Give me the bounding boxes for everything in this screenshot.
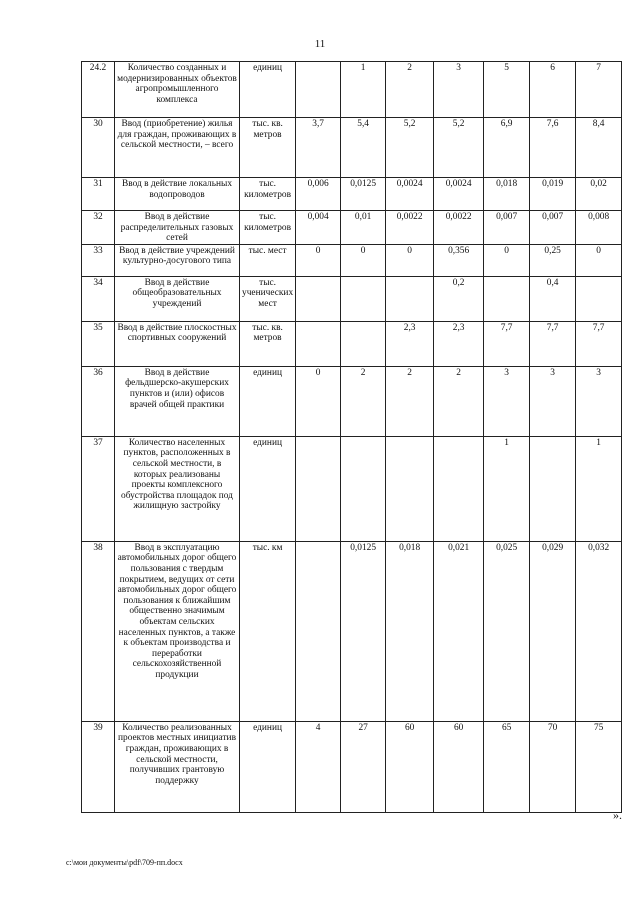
unit-cell: тыс. кв. метров	[240, 118, 296, 178]
value-cell: 5,4	[341, 118, 386, 178]
value-cell: 7,7	[576, 321, 622, 366]
value-cell: 0,018	[386, 541, 434, 721]
row-number-cell: 33	[82, 244, 115, 276]
table-row	[82, 276, 622, 321]
value-cell: 0	[484, 244, 530, 276]
value-cell: 7,6	[530, 118, 576, 178]
indicator-name-cell: Количество созданных и модернизированных объектов агропромышленного комплекса	[115, 62, 240, 118]
value-cell: 0	[576, 244, 622, 276]
unit-cell: тыс. кв. метров	[240, 321, 296, 366]
value-cell: 3,7	[296, 118, 341, 178]
row-number-cell: 37	[82, 436, 115, 541]
value-cell: 4	[296, 721, 341, 812]
value-cell: 0,0125	[341, 541, 386, 721]
value-cell	[576, 276, 622, 321]
table-row	[82, 721, 622, 812]
indicators-table	[81, 61, 622, 813]
value-cell: 60	[386, 721, 434, 812]
value-cell: 5,2	[434, 118, 484, 178]
value-cell: 0,021	[434, 541, 484, 721]
value-cell	[341, 276, 386, 321]
unit-cell: тыс. мест	[240, 244, 296, 276]
value-cell: 2,3	[434, 321, 484, 366]
value-cell	[296, 541, 341, 721]
value-cell: 6	[530, 62, 576, 118]
value-cell: 0,019	[530, 178, 576, 211]
value-cell: 0,032	[576, 541, 622, 721]
value-cell: 0,02	[576, 178, 622, 211]
value-cell	[341, 321, 386, 366]
value-cell: 1	[576, 436, 622, 541]
value-cell: 0,018	[484, 178, 530, 211]
value-cell: 3	[576, 366, 622, 436]
value-cell: 0,01	[341, 211, 386, 245]
table-row	[82, 366, 622, 436]
indicator-name-cell: Ввод в действие учреждений культурно-досугового типа	[115, 244, 240, 276]
indicator-name-cell: Количество населенных пунктов, расположенных в сельской местности, в которых реализованы проекты комплексного обустройства площадок под жилищную застройку	[115, 436, 240, 541]
value-cell: 0,007	[530, 211, 576, 245]
table-row	[82, 178, 622, 211]
row-number-cell: 38	[82, 541, 115, 721]
value-cell: 5,2	[386, 118, 434, 178]
table-row	[82, 436, 622, 541]
unit-cell: единиц	[240, 436, 296, 541]
value-cell: 0,25	[530, 244, 576, 276]
row-number-cell: 39	[82, 721, 115, 812]
value-cell	[296, 321, 341, 366]
row-number-cell: 31	[82, 178, 115, 211]
value-cell: 2	[386, 366, 434, 436]
row-number-cell: 35	[82, 321, 115, 366]
value-cell: 6,9	[484, 118, 530, 178]
table-row	[82, 118, 622, 178]
value-cell	[484, 276, 530, 321]
unit-cell: тыс. ученических мест	[240, 276, 296, 321]
value-cell: 1	[341, 62, 386, 118]
indicator-name-cell: Ввод в эксплуатацию автомобильных дорог общего пользования с твердым покрытием, ведущих от сети автомобильных дорог общего пользования к ближайшим общественно значимым объектам сельских населенных пунктов, а также к объектам производства и переработки сельскохозяйственной продукции	[115, 541, 240, 721]
value-cell: 2	[386, 62, 434, 118]
value-cell: 0,008	[576, 211, 622, 245]
value-cell	[434, 436, 484, 541]
value-cell: 0,356	[434, 244, 484, 276]
unit-cell: единиц	[240, 62, 296, 118]
row-number-cell: 36	[82, 366, 115, 436]
table-row	[82, 62, 622, 118]
value-cell	[341, 436, 386, 541]
indicator-name-cell: Количество реализованных проектов местных инициатив граждан, проживающих в сельской местности, получивших грантовую поддержку	[115, 721, 240, 812]
indicator-name-cell: Ввод в действие фельдшерско-акушерских пунктов и (или) офисов врачей общей практики	[115, 366, 240, 436]
value-cell: 0,0125	[341, 178, 386, 211]
unit-cell: единиц	[240, 366, 296, 436]
value-cell: 8,4	[576, 118, 622, 178]
value-cell: 0,4	[530, 276, 576, 321]
value-cell: 0,029	[530, 541, 576, 721]
indicator-name-cell: Ввод в действие распределительных газовых сетей	[115, 211, 240, 245]
value-cell: 0,0024	[386, 178, 434, 211]
table-row	[82, 211, 622, 245]
indicator-name-cell: Ввод в действие общеобразовательных учреждений	[115, 276, 240, 321]
closing-quote-mark: ».	[613, 808, 622, 822]
value-cell: 1	[484, 436, 530, 541]
value-cell: 0,004	[296, 211, 341, 245]
table-row	[82, 321, 622, 366]
unit-cell: тыс. км	[240, 541, 296, 721]
value-cell: 60	[434, 721, 484, 812]
value-cell: 0,2	[434, 276, 484, 321]
value-cell: 7	[576, 62, 622, 118]
row-number-cell: 32	[82, 211, 115, 245]
table-row	[82, 541, 622, 721]
value-cell: 7,7	[484, 321, 530, 366]
value-cell: 2	[341, 366, 386, 436]
indicator-name-cell: Ввод в действие плоскостных спортивных сооружений	[115, 321, 240, 366]
value-cell	[386, 276, 434, 321]
value-cell: 0,007	[484, 211, 530, 245]
value-cell: 65	[484, 721, 530, 812]
value-cell: 3	[530, 366, 576, 436]
row-number-cell: 34	[82, 276, 115, 321]
value-cell: 0	[341, 244, 386, 276]
value-cell: 70	[530, 721, 576, 812]
value-cell: 7,7	[530, 321, 576, 366]
value-cell	[530, 436, 576, 541]
table-row	[82, 244, 622, 276]
value-cell	[296, 436, 341, 541]
row-number-cell: 24.2	[82, 62, 115, 118]
page-number: 11	[314, 38, 326, 50]
unit-cell: единиц	[240, 721, 296, 812]
unit-cell: тыс. километров	[240, 178, 296, 211]
value-cell: 0	[296, 366, 341, 436]
value-cell: 0,0022	[434, 211, 484, 245]
value-cell: 0,006	[296, 178, 341, 211]
value-cell: 3	[484, 366, 530, 436]
value-cell: 0,0022	[386, 211, 434, 245]
value-cell: 0	[296, 244, 341, 276]
value-cell	[296, 276, 341, 321]
value-cell	[386, 436, 434, 541]
value-cell: 0	[386, 244, 434, 276]
value-cell: 5	[484, 62, 530, 118]
value-cell: 0,025	[484, 541, 530, 721]
value-cell: 3	[434, 62, 484, 118]
value-cell: 2	[434, 366, 484, 436]
row-number-cell: 30	[82, 118, 115, 178]
unit-cell: тыс. километров	[240, 211, 296, 245]
value-cell: 0,0024	[434, 178, 484, 211]
value-cell	[296, 62, 341, 118]
indicator-name-cell: Ввод в действие локальных водопроводов	[115, 178, 240, 211]
value-cell: 75	[576, 721, 622, 812]
value-cell: 2,3	[386, 321, 434, 366]
indicator-name-cell: Ввод (приобретение) жилья для граждан, проживающих в сельской местности, – всего	[115, 118, 240, 178]
footer-file-path: c:\мои документы\pdf\709-пп.docx	[66, 858, 183, 867]
value-cell: 27	[341, 721, 386, 812]
